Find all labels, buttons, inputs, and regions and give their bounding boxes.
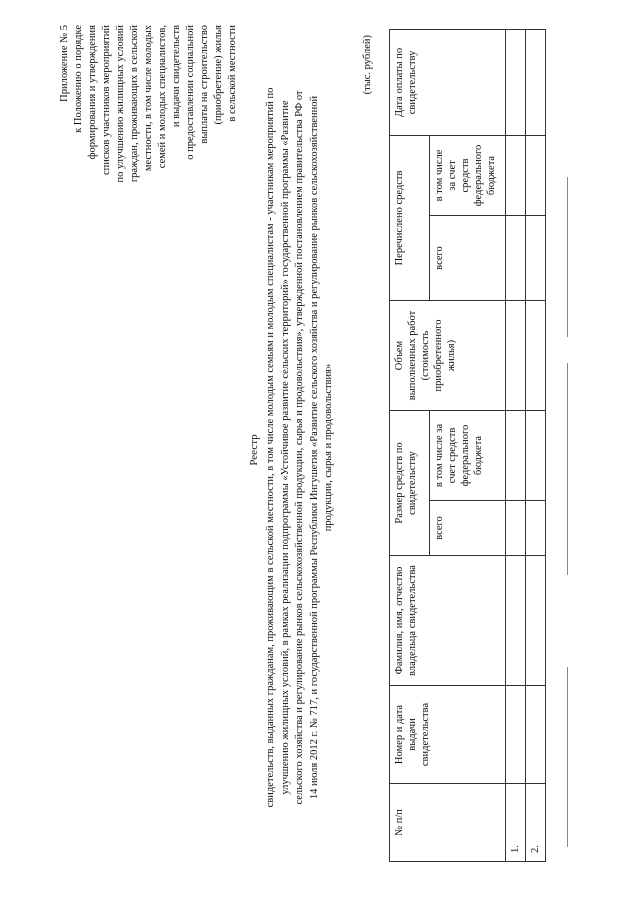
table-cell bbox=[506, 301, 526, 411]
header-owner-name: Фамилия, имя, отчество владельца свидетельства bbox=[390, 556, 506, 686]
annex-line: списков участников мероприятий bbox=[101, 25, 112, 175]
table-cell bbox=[506, 411, 526, 501]
table-cell bbox=[526, 556, 546, 686]
table-header-row bbox=[390, 29, 430, 861]
subheader-grant-federal: в том числе за счет средств федерального бюджета bbox=[430, 411, 506, 501]
document-title: Реестр bbox=[248, 434, 260, 466]
annex-line: к Положению о порядке bbox=[73, 25, 84, 133]
table-cell bbox=[526, 301, 546, 411]
table-cell bbox=[506, 135, 526, 215]
description-line: улучшению жилищных условий, в рамках реализации подпрограммы «Устойчивое развитие сельских территорий» государственной программы «Развитие bbox=[279, 100, 291, 795]
annex-line: местности, в том числе молодых bbox=[143, 25, 154, 172]
row-number: 2. bbox=[526, 784, 546, 862]
table-cell bbox=[526, 501, 546, 556]
header-transferred: Перечислено средств bbox=[390, 135, 430, 300]
annex-line: и выдачи свидетельств bbox=[171, 25, 182, 128]
annex-reference bbox=[58, 25, 240, 240]
description-line: 14 июля 2012 г. № 717, и государственной программы Республики Ингушетия «Развитие сельского хозяйства и регулирование рынков сельскохозяйственной bbox=[308, 95, 320, 800]
annex-line: формирования и утверждения bbox=[87, 25, 98, 160]
header-grant-amount: Размер средств по свидетельству bbox=[390, 411, 430, 556]
document-description bbox=[264, 30, 337, 865]
description-line: сельского хозяйства и регулирование рынков сельскохозяйственной продукции, сырья и продовольствия», утвержденной постановлением правительства РФ от bbox=[294, 90, 305, 805]
table-cell bbox=[526, 686, 546, 784]
table-cell bbox=[506, 216, 526, 301]
header-work-volume: Объем выполненных работ (стоимость приобретенного жилья) bbox=[390, 301, 506, 411]
annex-line: выплаты на строительство bbox=[199, 25, 210, 144]
signature-line bbox=[567, 177, 568, 337]
annex-line: в сельской местности bbox=[227, 25, 238, 122]
subheader-transferred-total: всего bbox=[430, 216, 506, 301]
row-number: 1. bbox=[506, 784, 526, 862]
table-cell bbox=[506, 556, 526, 686]
table-row bbox=[506, 29, 526, 861]
header-payment-date: Дата оплаты по свидетельству bbox=[390, 29, 506, 135]
description-line: свидетельств, выданных гражданам, проживающим в сельской местности, в том числе молодым семьям и молодым специалистам - участникам мероприятий по bbox=[265, 87, 276, 808]
subheader-transferred-federal: в том числе за счет средств федерального бюджета bbox=[430, 135, 506, 215]
table-cell bbox=[526, 411, 546, 501]
units-note: (тыс. рублей) bbox=[362, 35, 373, 95]
signature-line bbox=[567, 667, 568, 847]
annex-line: (приобретение) жилья bbox=[213, 25, 224, 125]
table-cell bbox=[506, 501, 526, 556]
table-row bbox=[526, 29, 546, 861]
annex-line: семей и молодых специалистов, bbox=[157, 25, 168, 169]
registry-table bbox=[389, 29, 546, 862]
subheader-grant-total: всего bbox=[430, 501, 506, 556]
table-cell bbox=[506, 29, 526, 135]
annex-line: о предоставлении социальной bbox=[185, 25, 196, 160]
annex-line: Приложение № 5 bbox=[59, 25, 70, 102]
header-num: № п/п bbox=[390, 784, 506, 862]
table-cell bbox=[526, 216, 546, 301]
annex-line: граждан, проживающих в сельской bbox=[129, 25, 140, 183]
table-cell bbox=[526, 135, 546, 215]
table-cell bbox=[506, 686, 526, 784]
description-line: продукции, сырья и продовольствия» bbox=[323, 363, 334, 532]
table-cell bbox=[526, 29, 546, 135]
header-cert-number-date: Номер и дата выдачи свидетельства bbox=[390, 686, 506, 784]
annex-line: по улучшению жилищных условий bbox=[115, 25, 126, 183]
signature-line bbox=[567, 363, 568, 575]
